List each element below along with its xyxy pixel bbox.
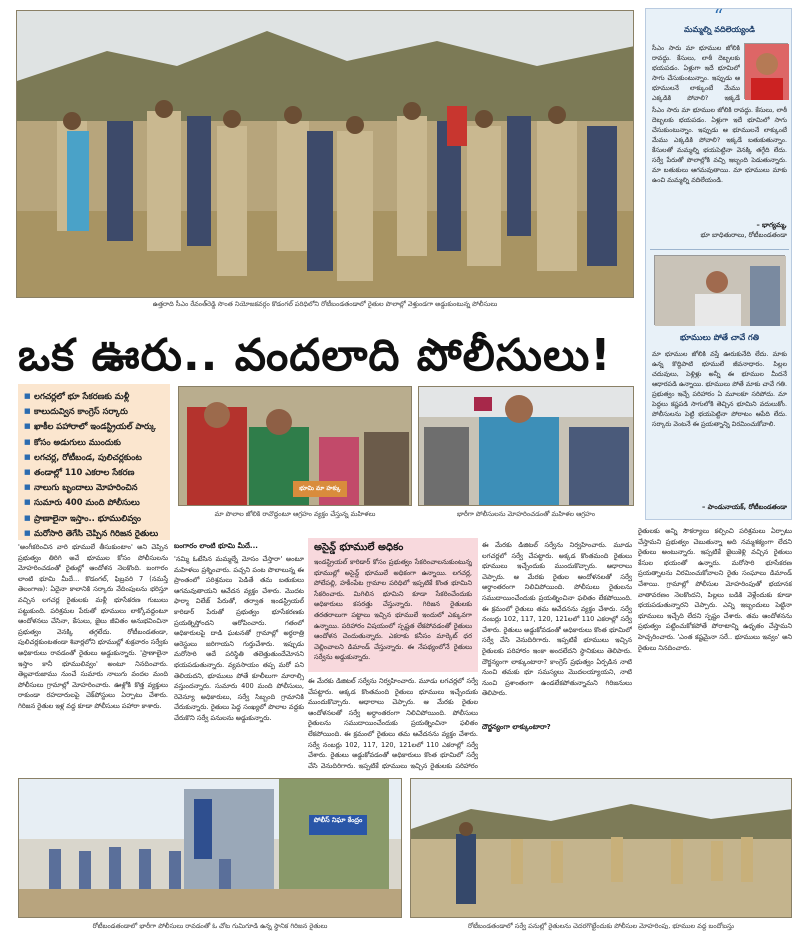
sidebar (645, 8, 792, 520)
mid-photo-women-caption: మా పొలాల జోలికి రావొద్దంటూ ఆగ్రహం వ్యక్తం చేస్తున్న మహిళలు (214, 510, 376, 518)
article-col-4: రైతులకు అన్ని సౌకర్యాలు కల్పించి పరిశ్రమలు ఏర్పాటు చేస్తామని ప్రభుత్వం చెబుతున్నా అది నమ్మశక్యంగా లేదని రైతులు అంటున్నారు. ఇప్పటికే జైలుకెళ్లి వచ్చిన రైతులు కేసుల భయంతో ఉన్నారు. మరోసారి భూసేకరణ ప్రయత్నాలను విరమించుకోవాలని రైతు సంఘాలు డిమాండ్ చేశాయి. గ్రామాల్లో పోలీసుల మోహరింపుతో భయానక వాతావరణం నెలకొందని, పిల్లలు బడికి వెళ్లేందుకు కూడా భయపడుతున్నారని చెప్పారు. ఎన్ని ఇబ్బందులు పెట్టినా భూములు ఇచ్చేది లేదని స్పష్టం చేశారు. తమ ఆందోళనను ప్రభుత్వం పట్టించుకోకపోతే పోరాటాన్ని ఉధృతం చేస్తామని హెచ్చరించారు. 'ఎంత కష్టమైనా సరే.. భూములు ఇవ్వం' అని రైతులు నినదించారు. (638, 527, 792, 652)
bottom-left-photo (18, 778, 402, 918)
sidebar-sign-2: – పాండునాయక్, రోటీబండతండా (702, 503, 787, 511)
bottom-left-caption: రోటీబండతండాలో భారీగా పోలీసులు రావడంతో ఓ చోట గుమిగూడి ఉన్న స్థానిక గిరిజన రైతులు (92, 922, 328, 930)
mid-photo-woman-protest (418, 386, 634, 506)
col2-subhead: బంగారం లాంటి భూమి మీదే... (174, 542, 258, 550)
sidebar-body-1-tail: సీఎం సారు మా భూముల జోలికి రావద్దు. కేసులు, లాఠీ దెబ్బలకు భయపడం. ఏళ్లుగా ఇదే భూమిలో సాగు చేసుకుంటున్నాం. ఇప్పుడు ఆ భూములనే లాక్కుంటే మేము ఎక్కడికి పోవాలి? ఇక్కడే బతుకుతున్నాం. కేసులతో మమ్మల్ని భయపెట్టినా వెనక్కి తగ్గేది లేదు. సర్వే పేరుతో పొలాల్లోకి వచ్చి ఇబ్బంది పెడుతున్నారు. మా బతుకులు ఆగమవుతాయి. మా భూములు మాకు ఉంచి మమ్మల్ని వదిలేయండి. (652, 106, 787, 184)
sidebar-body-2: మా భూముల జోలికి వస్తే ఊరుకునేది లేదు. మాకు ఉన్న కొద్దిపాటి భూములే జీవనాధారం. పిల్లల చదువులు, పెళ్లిళ్లు అన్నీ ఈ భూముల మీదనే ఆధారపడి ఉన్నాయి. భూములు పోతే మాకు చావే గతి. ప్రభుత్వం ఇచ్చే పరిహారం ఏ మూలకూ సరిపోదు. మా పెద్దలు కష్టపడి సాగులోకి తెచ్చిన భూమిని వదులుకోం. పోలీసులను పెట్టి భయపెట్టినా పోరాటం ఆపేది లేదు. సర్కారు వెంటనే ఈ ప్రయత్నాన్ని విరమించుకోవాలి. (652, 350, 787, 428)
article-col-2 (174, 524, 304, 770)
top-photo-caption: ఉత్తరాది సీఎం రేవంత్‌రెడ్డి సొంత నియోజకవర్గం కొడంగల్ పరిధిలోని రోటీబండతండాలో రైతుల పొలాల్లో వెళ్తుండగా అడ్డుకుంటున్న పోలీసులు (152, 300, 498, 308)
sidebar-title-2: భూములు పోతే చావే గతి (680, 333, 759, 342)
sidebar-photo-2 (654, 255, 785, 325)
bullet-item: ■ ఖాకీల పహారాలో ఇండస్ట్రియల్ పార్కు (24, 419, 164, 434)
bullet-item: ■ నాలుగు బృందాలు మోహరించిన (24, 480, 164, 495)
sidebar-body-1-cont (652, 105, 787, 217)
bullet-item: ■ లగచర్లలో భూ సేకరణకు మళ్లీ (24, 389, 164, 404)
sidebar-sign-1b: భూ బాధితురాలు, రోటీబండతండా (700, 231, 787, 239)
col2-body: 'నమ్మి ఓటేసిన మమ్మల్నే మోసం చేస్తారా' అంటూ మహిళలు ప్రశ్నించారు. పచ్చని పంట పొలాలున్న ఈ ప్రాంతంలో పరిశ్రమలు పెడితే తమ బతుకులు ఆగమవుతాయని ఆవేదన వ్యక్తం చేశారు. మొదట ఫార్మా విలేజ్ పేరుతో, తర్వాత ఇండస్ట్రియల్ కారిడార్ పేరుతో ప్రభుత్వం భూసేకరణకు ప్రయత్నిస్తోందని ఆరోపించారు. గతంలో అధికారులపై దాడి ఘటనతో గ్రామాల్లో అర్ధరాత్రి అరెస్టులు జరిగాయని గుర్తుచేశారు. ఇప్పుడు మరోసారి అదే పరిస్థితి తలెత్తుతుందేమోనని భయపడుతున్నారు. వ్యవసాయం తప్ప మరో పని తెలియదని, భూములు పోతే కూలీలుగా మారాల్సి వస్తుందన్నారు. సుమారు 400 మంది పోలీసులు, రెవెన్యూ అధికారులు, సర్వే సిబ్బంది గ్రామానికి చేరుకున్నారు. రైతులు పెద్ద సంఖ్యలో పొలాల వద్దకు చేరుకొని సర్వే పనులను అడ్డుకున్నారు. (174, 555, 304, 722)
mid-photo-sign: భూమి మా హక్కు (293, 481, 347, 497)
mid-photo-woman-protest-caption: భారీగా పోలీసులను మోహరించడంతో మహిళల ఆగ్రహం (457, 510, 595, 518)
assigned-lands-title: అసైన్డ్ భూములే అధికం (314, 542, 404, 553)
article-col-3-right (482, 540, 632, 770)
top-photo (16, 10, 634, 298)
quote-icon: “ (713, 6, 724, 27)
bullet-item: ■ కోసం అడుగులు ముందుకు (24, 435, 164, 450)
headline: ఒక ఊరు.. వందలాది పోలీసులు! (18, 330, 612, 381)
sidebar-divider (650, 249, 789, 250)
bottom-right-photo (410, 778, 792, 918)
bullet-item: ■ మరోసారి తెగేసి చెప్పిన గిరిజన రైతులు (24, 526, 164, 541)
sidebar-sign-1: – భాగ్యమ్మ, (756, 221, 787, 229)
col3-subhead: దౌర్జన్యంగా లాక్కుంటారా? (482, 723, 551, 731)
sidebar-body-1: సీఎం సారు మా భూముల జోలికి రావద్దు. కేసులు, లాఠీ దెబ్బలకు భయపడం. ఏళ్లుగా ఇదే భూమిలో సాగు చేసుకుంటున్నాం. ఇప్పుడు ఆ భూములనే లాక్కుంటే మేము ఎక్కడికి పోవాలి? ఇక్కడే (652, 44, 740, 102)
bottom-right-caption: రోటీబండతండాలో సర్వే పనుల్లో రైతులను చెదరగొట్టేందుకు పోలీసుల మోహరింపు, భూముల వద్ద బందోబస్తు (468, 922, 734, 930)
article-col-3: ఈ మేరకు డిజిటల్ సర్వేను నిర్వహించారు. మూడు లగచర్లలో సర్వే చేపట్టారు. అక్కడ కొంతమంది రైతులు భూములు ఇచ్చేందుకు ముందుకొచ్చారు. ఆధారాలు చెప్పారు. ఆ మేరకు రైతుల ఆందోళనలతో సర్వే అర్ధాంతరంగా నిలిచిపోయింది. పోలీసులు రైతులను సముదాయించేందుకు ప్రయత్నించినా ఫలితం లేకపోయింది. ఈ క్రమంలో రైతులు తమ ఆవేదనను వ్యక్తం చేశారు. సర్వే నంబర్లు 102, 117, 120, 121లలో 110 ఎకరాల్లో సర్వే చేశారు. రైతులు అడ్డుకోవడంతో అధికారులు కొంత భూమిలో సర్వే చేసి వెనుదిరిగారు. ఇప్పటికే భూములు ఇచ్చిన రైతులకు పరిహారం (308, 677, 478, 770)
article-col-1: 'అంగీకరించిన వారి భూములే తీసుకుంటాం' అని చెప్పిన ప్రభుత్వం తిరిగి అవే భూముల కోసం పోలీసులను మోహరించడంతో రైతుల్లో ఆందోళన నెలకొంది. బంగారం లాంటి భూమి మీదే... కొడంగల్, ఫిబ్రవరి 7 (నమస్తే తెలంగాణ): ఏదైనా కాలానికి సర్కారు వేదింపులను భరిస్తూ వచ్చిన లగచర్ల రైతులకు మళ్లీ భూసేకరణ గుబులు పట్టుకుంది. పరిశ్రమల పేరుతో భూములు లాక్కోవద్దంటూ ఆందోళనలు చేసినా, కేసులు, జైలు జీవితం అనుభవించినా ప్రభుత్వం వెనక్కి తగ్గలేదు. రోటీబండతండా, పులిచర్లకుంటతండా శివార్లలోని భూముల్లో శుక్రవారం సర్వేకు అధికారులు రావడంతో రైతులు అడ్డుకున్నారు. 'ప్రాణాలైనా ఇస్తాం కానీ భూములివ్వం' అంటూ నినదించారు. తెల్లవారుజాము నుంచే సుమారు నాలుగు వందల మంది పోలీసులు గ్రామాల్లో మోహరించారు. ఊళ్లోకి కొత్త వ్యక్తులు రాకుండా రహదారులపై చెక్‌పోస్టులు ఏర్పాటు చేశారు. గిరిజన రైతుల ఇళ్ల వద్ద కూడా పోలీసులు పహారా కాశారు. (18, 543, 168, 710)
bullet-item: ■ సుమారు 400 మంది పోలీసులు (24, 495, 164, 510)
mid-photo-women (178, 386, 412, 506)
col3-right-body: ఈ మేరకు డిజిటల్ సర్వేను నిర్వహించారు. మూడు లగచర్లలో సర్వే చేపట్టారు. అక్కడ కొంతమంది రైతులు భూములు ఇచ్చేందుకు ముందుకొచ్చారు. ఆధారాలు చెప్పారు. ఆ మేరకు రైతుల ఆందోళనలతో సర్వే అర్ధాంతరంగా నిలిచిపోయింది. పోలీసులు రైతులను సముదాయించేందుకు ప్రయత్నించినా ఫలితం లేకపోయింది. ఈ క్రమంలో రైతులు తమ ఆవేదనను వ్యక్తం చేశారు. సర్వే నంబర్లు 102, 117, 120, 121లలో 110 ఎకరాల్లో సర్వే చేశారు. రైతులు అడ్డుకోవడంతో అధికారులు కొంత భూమిలో సర్వే చేసి వెనుదిరిగారు. ఇప్పటికే భూములు ఇచ్చిన రైతులకు పరిహారం ఇంకా అందలేదని స్థానికులు తెలిపారు. దౌర్జన్యంగా లాక్కుంటారా? కాంగ్రెస్ ప్రభుత్వం ఏర్పడిన నాటి నుంచి తమకు భూ సమస్యలు మొదలయ్యాయని, నాటి నుంచి ప్రశాంతంగా ఉండలేకపోతున్నామని గిరిజనులు తెలిపారు. (482, 541, 632, 698)
bullet-item: ■ తండాల్లో 110 ఎకరాల సేకరణ (24, 465, 164, 480)
assigned-lands-body: ఇండస్ట్రియల్ కారిడార్ కోసం ప్రభుత్వం సేకరించాలనుకుంటున్న భూముల్లో అసైన్డ్ భూములే అధికంగా ఉన్నాయి. లగచర్ల, పోలేపల్లి, హకీంపేట గ్రామాల పరిధిలో ఇప్పటికే కొంత భూమిని సేకరించారు. మిగిలిన భూమిని కూడా సేకరించేందుకు అధికారులు కసరత్తు చేస్తున్నారు. గిరిజన రైతులకు తరతరాలుగా పట్టాలు ఇచ్చిన భూములే ఇందులో ఎక్కువగా ఉన్నాయి. పరిహారం విషయంలో స్పష్టత లేకపోవడంతో రైతులు ఆందోళన చెందుతున్నారు. ఎకరాకు కనీసం మార్కెట్ ధర చెల్లించాలని డిమాండ్ చేస్తున్నారు. ఈ నేపథ్యంలోనే రైతులు సర్వేను అడ్డుకున్నారు. (314, 558, 472, 662)
sidebar-title-1: మమ్మల్ని వదిలెయ్యండి (684, 25, 755, 34)
bullet-item: ■ ప్రాణాలైనా ఇస్తాం.. భూములివ్వం (24, 511, 164, 526)
police-booth-sign: పోలీస్ నిఘా కేంద్రం (309, 815, 367, 835)
bullet-box (18, 384, 170, 540)
crowd-police-image (17, 11, 634, 298)
assigned-lands-box (308, 538, 478, 672)
bullet-item: ■ లగచర్ల, రోటీబండ, పులిచర్లకుంట (24, 450, 164, 465)
bullet-item: ■ కాలుదువ్విన కాంగ్రెస్ సర్కారు (24, 404, 164, 419)
sidebar-portrait-1 (744, 43, 788, 99)
